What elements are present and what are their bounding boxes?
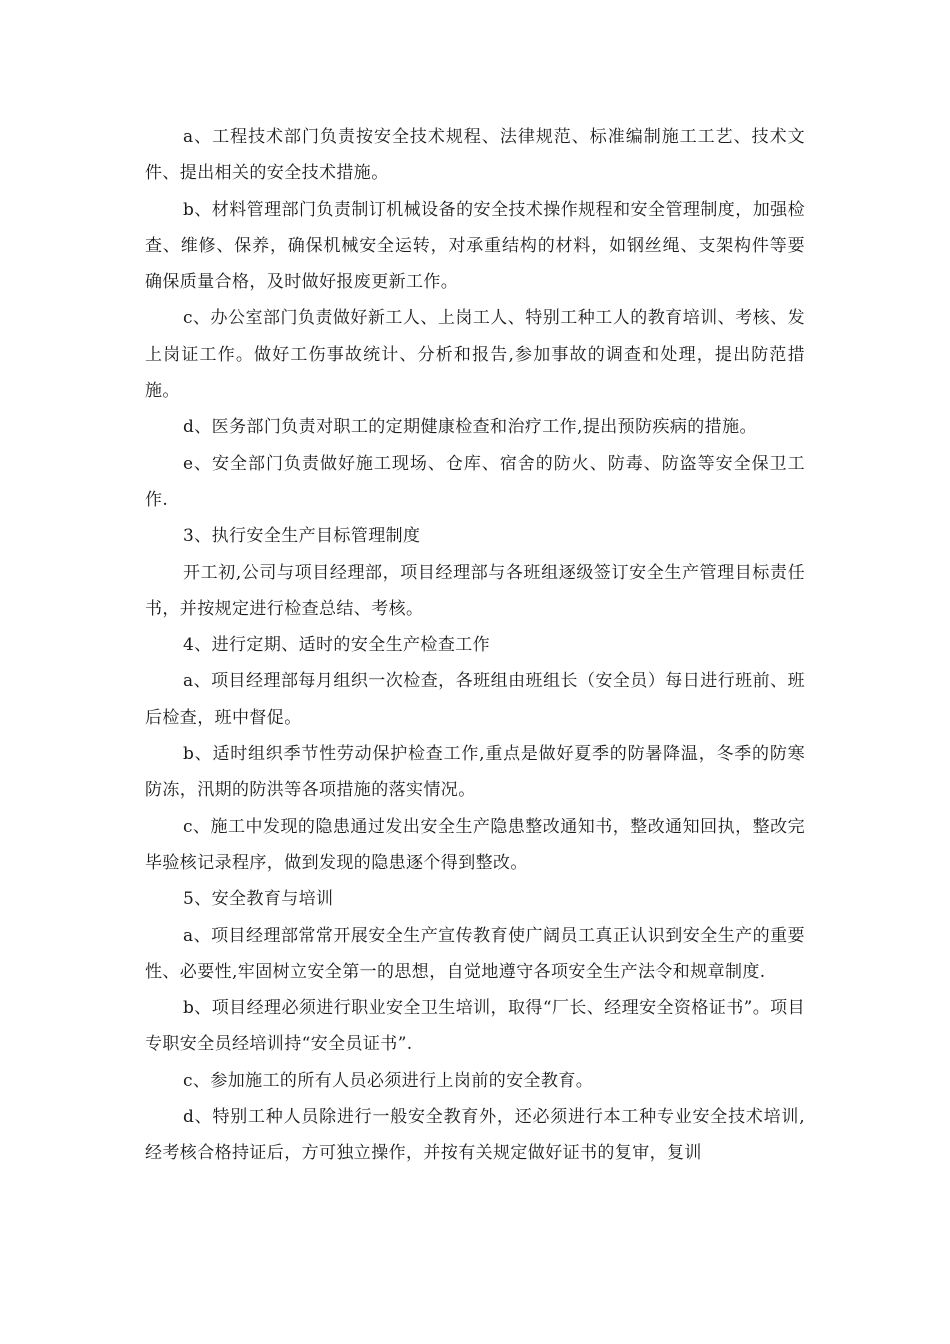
- paragraph-pre-job-education: c、参加施工的所有人员必须进行上岗前的安全教育。: [183, 1070, 594, 1091]
- document-body: [145, 119, 805, 1172]
- paragraph-materials-dept: b、材料管理部门负责制订机械设备的安全技术操作规程和安全管理制度，加强检查、维修、保养，确保机械安全运转，对承重结构的材料，如钢丝绳、支架构件等要确保质量合格，及时做好报废更新工作。: [145, 199, 805, 293]
- paragraph-hazard-rectification: c、施工中发现的隐患通过发出安全生产隐患整改通知书，整改通知回执，整改完毕验核记录程序，做到发现的隐患逐个得到整改。: [145, 816, 805, 873]
- section-heading-5: 5、安全教育与培训: [183, 889, 334, 910]
- section-heading-4: 4、进行定期、适时的安全生产检查工作: [183, 635, 491, 656]
- paragraph-office-dept: c、办公室部门负责做好新工人、上岗工人、特别工种工人的教育培训、考核、发上岗证工作。做好工伤事故统计、分析和报告,参加事故的调查和处理，提出防范措施。: [145, 308, 805, 402]
- paragraph-seasonal-inspection: b、适时组织季节性劳动保护检查工作,重点是做好夏季的防暑降温，冬季的防寒防冻，汛期的防洪等各项措施的落实情况。: [145, 744, 805, 801]
- paragraph-safety-dept: e、安全部门负责做好施工现场、仓库、宿舍的防火、防毒、防盗等安全保卫工作.: [145, 453, 805, 510]
- section-heading-3: 3、执行安全生产目标管理制度: [183, 526, 421, 547]
- paragraph-monthly-inspection: a、项目经理部每月组织一次检查，各班组由班组长（安全员）每日进行班前、班后检查，班中督促。: [145, 671, 805, 728]
- paragraph-special-trades-training: d、特别工种人员除进行一般安全教育外，还必须进行本工种专业安全技术培训,经考核合格持证后，方可独立操作，并按有关规定做好证书的复审，复训: [145, 1107, 805, 1164]
- paragraph-medical-dept: d、医务部门负责对职工的定期健康检查和治疗工作,提出预防疾病的措施。: [183, 417, 757, 438]
- paragraph-engineering-dept: a、工程技术部门负责按安全技术规程、法律规范、标准编制施工工艺、技术文件、提出相关的安全技术措施。: [145, 127, 805, 184]
- paragraph-safety-publicity: a、项目经理部常常开展安全生产宣传教育使广阔员工真正认识到安全生产的重要性、必要性,牢固树立安全第一的思想，自觉地遵守各项安全生产法令和规章制度.: [145, 925, 805, 982]
- paragraph-target-responsibility: 开工初,公司与项目经理部，项目经理部与各班组逐级签订安全生产管理目标责任书，并按规定进行检查总结、考核。: [145, 562, 805, 619]
- paragraph-manager-certificate: b、项目经理必须进行职业安全卫生培训，取得“厂长、经理安全资格证书”。项目专职安全员经培训持“安全员证书”.: [145, 998, 805, 1055]
